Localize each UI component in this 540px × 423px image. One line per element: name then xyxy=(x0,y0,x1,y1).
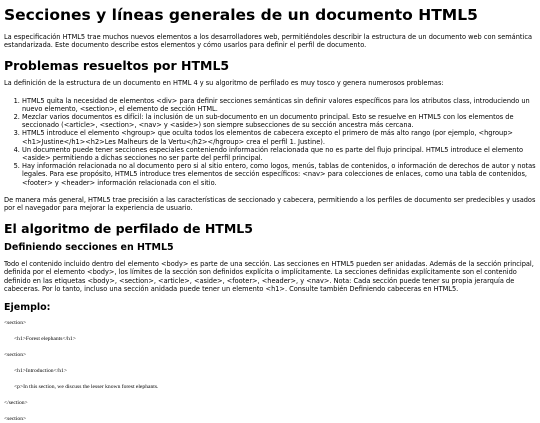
intro-paragraph: La especificación HTML5 trae muchos nuevos elementos a los desarrolladores web, permitiéndoles describir la estructura de un documento web con semántica estandarizada. Este documento describe estos elementos y cómo usarlos para definir el perfil de documento. xyxy=(4,33,532,50)
code-line: <section> xyxy=(4,416,27,423)
problems-intro: La definición de la estructura de un documento en HTML 4 y su algoritmo de perfilado es muy tosco y genera numerosos problemas: xyxy=(4,79,444,88)
example-heading: Ejemplo: xyxy=(4,302,51,314)
code-line: <h1>Introduction</h1> xyxy=(14,368,68,375)
list-item: 2. Mezclar varios documentos es difícil: la inclusión de un sub-documento en un documento principal. Esto se resuelve en HTML5 con los elementos de seccionado (<article>, <section>, <nav> y <aside>) son siempre subsecciones de su sección ancestra más cercana. xyxy=(22,113,536,129)
problems-outro: De manera más general, HTML5 trae precisión a las características de seccionado y cabecera, permitiendo a los perfiles de documento ser predecibles y usados por el navegador para mejorar la experiencia de usuario. xyxy=(4,195,536,213)
code-example xyxy=(4,320,536,423)
problems-heading: Problemas resueltos por HTML5 xyxy=(4,58,230,74)
page-title: Secciones y líneas generales de un documento HTML5 xyxy=(4,6,478,24)
code-line: <section> xyxy=(4,352,27,359)
defining-sections-heading: Definiendo secciones en HTML5 xyxy=(4,242,174,254)
defining-sections-text: Todo el contenido incluido dentro del elemento <body> es parte de una sección. Las secciones en HTML5 pueden ser anidadas. Además de la sección principal, definida por el elemento <body>, los límites de la sección son definidos explícita o implícitamente. La secciones definidas explícitamente son el contenido definido en las etiquetas <body>, <section>, <article>, <aside>, <footer>, <header>, y <nav>. Nota: Cada sección puede tener su propia jerarquía de cabeceras. Por lo tanto, incluso una sección anidada puede tener un elemento <h1>. Consulte también Definiendo cabeceras en HTML5. xyxy=(4,260,534,293)
code-line: <p>In this section, we discuss the lesser known forest elephants. xyxy=(14,384,159,391)
list-item: 5. Hay información relacionada no al documento pero si al sitio entero, como logos, menús, tablas de contenidos, o información de derechos de autor y notas legales. Para ese propósito, HTML5 introduce tres elementos de sección específicos: <nav> para colecciones de enlaces, como una tabla de contenidos, <footer> y <header> información relacionada con el sitio. xyxy=(22,162,536,187)
algorithm-heading: El algoritmo de perfilado de HTML5 xyxy=(4,221,253,237)
code-line: <section> xyxy=(4,320,27,327)
list-item: 1. HTML5 quita la necesidad de elementos <div> para definir secciones semánticas sin definir valores específicos para los atributos class, introduciendo un nuevo elemento, <section>, el elemento de sección HTML. xyxy=(22,97,536,113)
code-line: </section> xyxy=(4,400,28,407)
code-line: <h1>Forest elephants</h1> xyxy=(14,336,76,343)
list-item: 4. Un documento puede tener secciones especiales conteniendo información relacionada que no es parte del flujo principal. HTML5 introduce el elemento <aside> permitiendo a dichas secciones no ser parte del perfil principal. xyxy=(22,146,536,162)
list-item: 3. HTML5 introduce el elemento <hgroup> que oculta todos los elementos de cabecera excepto el primero de más alto rango (por ejemplo, <hgroup><h1>Justine</h1><h2>Les Malheurs de la Vertu</h2></hgroup> crea el perfil 1. Justine). xyxy=(22,129,536,145)
problems-list xyxy=(4,97,536,187)
